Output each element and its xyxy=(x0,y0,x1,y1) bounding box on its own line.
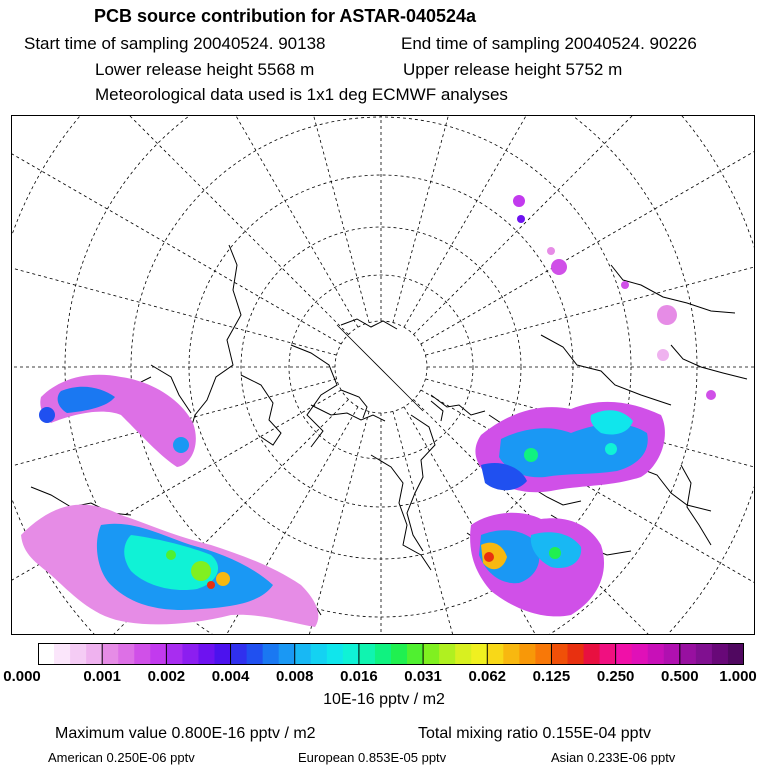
colorbar-cell xyxy=(535,643,552,665)
colorbar-cell xyxy=(712,643,729,665)
colorbar-cell xyxy=(295,643,312,665)
colorbar-cell xyxy=(343,643,360,665)
maximum-value-label: Maximum value 0.800E-16 pptv / m2 xyxy=(55,725,316,742)
polar-map xyxy=(11,115,755,635)
colorbar-cell xyxy=(38,643,55,665)
colorbar-cell xyxy=(391,643,408,665)
colorbar-cell xyxy=(664,643,681,665)
colorbar-tick-label: 0.062 xyxy=(468,668,507,685)
colorbar-cell xyxy=(519,643,536,665)
colorbar-cell xyxy=(423,643,440,665)
colorbar-tick-label: 0.500 xyxy=(661,668,699,685)
asian-contribution: Asian 0.233E-06 pptv xyxy=(551,750,676,765)
colorbar-tick-label: 0.031 xyxy=(404,668,442,685)
colorbar-cell xyxy=(407,643,424,665)
start-time-label: Start time of sampling 20040524. 90138 xyxy=(24,34,326,53)
colorbar-cell xyxy=(680,643,697,665)
colorbar-cell xyxy=(439,643,456,665)
colorbar-cell xyxy=(54,643,71,665)
colorbar-tick-label: 0.250 xyxy=(596,668,635,685)
colorbar-cell xyxy=(648,643,665,665)
colorbar-cell xyxy=(327,643,344,665)
colorbar-cell xyxy=(166,643,183,665)
colorbar-cell xyxy=(311,643,328,665)
colorbar-cell xyxy=(584,643,601,665)
colorbar-tick-label: 0.008 xyxy=(275,668,314,685)
colorbar-cell xyxy=(632,643,649,665)
european-contribution: European 0.853E-05 pptv xyxy=(298,750,447,765)
colorbar-tick-label: 0.001 xyxy=(83,668,121,685)
colorbar-cell xyxy=(198,643,215,665)
upper-height-label: Upper release height 5752 m xyxy=(403,60,623,79)
colorbar-cell xyxy=(247,643,264,665)
colorbar-cell xyxy=(455,643,472,665)
colorbar-cell xyxy=(182,643,199,665)
colorbar-unit: 10E-16 pptv / m2 xyxy=(323,691,445,708)
colorbar-tick-label: 0.016 xyxy=(340,668,378,685)
colorbar-cell xyxy=(279,643,296,665)
lower-height-label: Lower release height 5568 m xyxy=(95,60,315,79)
colorbar-cell xyxy=(118,643,135,665)
colorbar-cell xyxy=(231,643,248,665)
american-contribution: American 0.250E-06 pptv xyxy=(48,750,195,765)
colorbar-cell xyxy=(359,643,376,665)
plot-title: PCB source contribution for ASTAR-040524a xyxy=(94,6,477,26)
meteo-data-label: Meteorological data used is 1x1 deg ECMWF analyses xyxy=(95,85,508,104)
colorbar-cell xyxy=(375,643,392,665)
colorbar-cell xyxy=(102,643,119,665)
colorbar-cell xyxy=(215,643,232,665)
colorbar-cell xyxy=(600,643,617,665)
colorbar-cell xyxy=(728,643,744,665)
colorbar-cell xyxy=(150,643,167,665)
colorbar-cell xyxy=(503,643,520,665)
colorbar-tick-label: 0.002 xyxy=(147,668,186,685)
colorbar-cell xyxy=(263,643,280,665)
colorbar-cell xyxy=(70,643,87,665)
colorbar-tick-label: 0.000 xyxy=(3,668,41,685)
total-mixing-ratio-label: Total mixing ratio 0.155E-04 pptv xyxy=(418,725,652,742)
colorbar-cell xyxy=(696,643,713,665)
colorbar-cell xyxy=(86,643,103,665)
colorbar-cell xyxy=(487,643,504,665)
colorbar-tick-label: 0.125 xyxy=(532,668,571,685)
colorbar xyxy=(38,643,744,665)
colorbar-cell xyxy=(471,643,488,665)
colorbar-tick-label: 0.004 xyxy=(211,668,250,685)
colorbar-cell xyxy=(551,643,568,665)
colorbar-cell xyxy=(134,643,151,665)
colorbar-tick-label: 1.000 xyxy=(719,668,757,685)
colorbar-cell xyxy=(616,643,633,665)
end-time-label: End time of sampling 20040524. 90226 xyxy=(401,34,697,53)
colorbar-cell xyxy=(568,643,585,665)
